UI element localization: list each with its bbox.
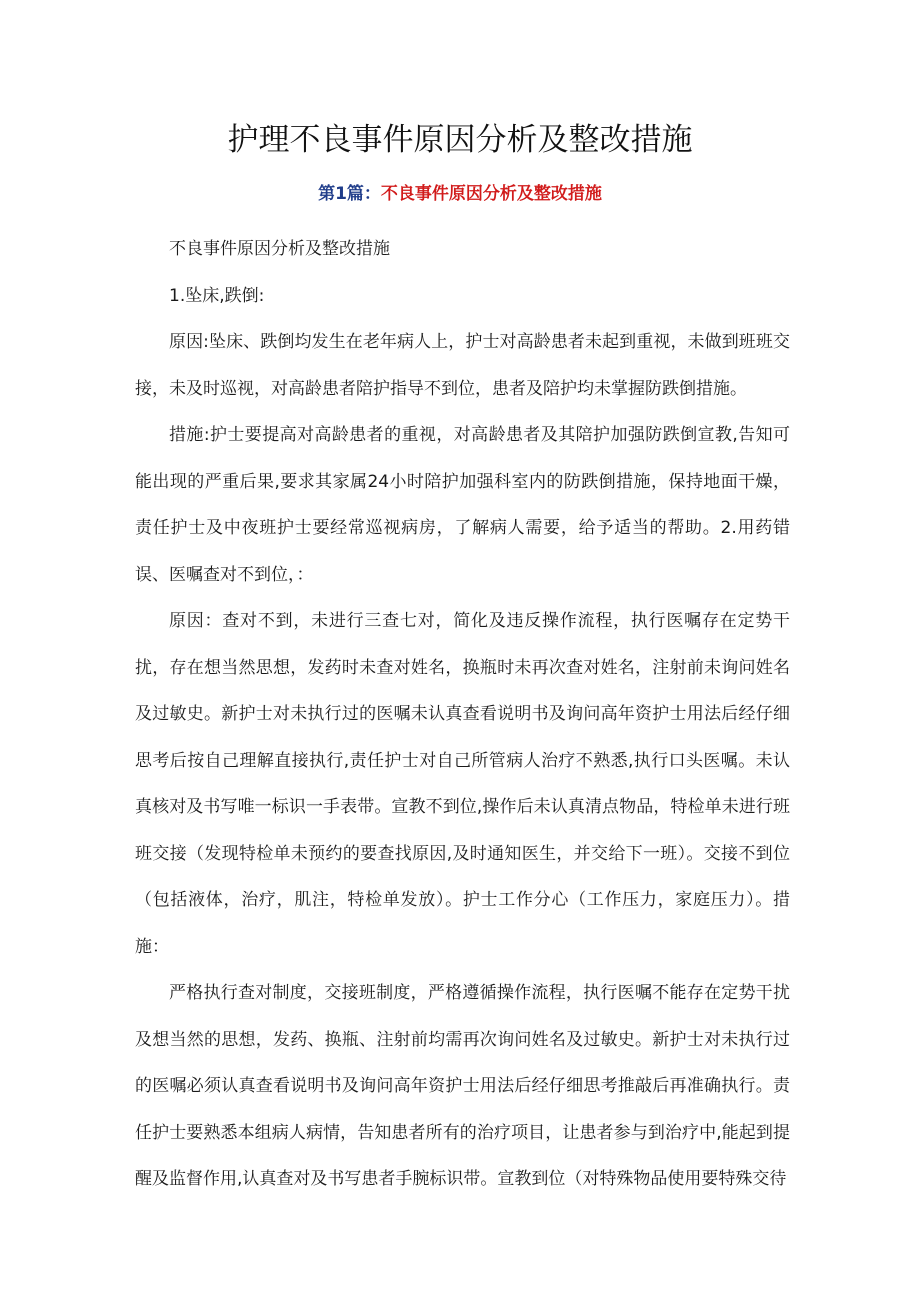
document-body [135, 226, 790, 1203]
section-number: 第1篇： [318, 184, 381, 204]
body-paragraph: 原因:坠床、跌倒均发生在老年病人上，护士对高龄患者未起到重视，未做到班班交接，未及时巡视，对高龄患者陪护指导不到位，患者及陪护均未掌握防跌倒措施。 [135, 332, 790, 399]
document-title: 护理不良事件原因分析及整改措施 [227, 122, 693, 158]
section-heading [0, 180, 920, 208]
section-title: 不良事件原因分析及整改措施 [380, 184, 602, 204]
body-paragraph: 严格执行查对制度，交接班制度，严格遵循操作流程，执行医嘱不能存在定势干扰及想当然的思想，发药、换瓶、注射前均需再次询问姓名及过敏史。新护士对未执行过的医嘱必须认真查看说明书及询问高年资护士用法后经仔细思考推敲后再准确执行。责任护士要熟悉本组病人病情，告知患者所有的治疗项目，让患者参与到治疗中,能起到提醒及监督作用,认真查对及书写患者手腕标识带。宣教到位（对特殊物品使用要特殊交待 [135, 983, 790, 1189]
body-paragraph: 不良事件原因分析及整改措施 [169, 239, 390, 259]
body-paragraph: 1.坠床,跌倒: [169, 285, 265, 306]
body-paragraph: 措施:护士要提高对高龄患者的重视，对高龄患者及其陪护加强防跌倒宣教,告知可能出现的严重后果,要求其家属24小时陪护加强科室内的防跌倒措施，保持地面干燥，责任护士及中夜班护士要经常巡视病房，了解病人需要，给予适当的帮助。2.用药错误、医嘱查对不到位，： [135, 425, 790, 585]
body-paragraph: 原因：查对不到，未进行三查七对，简化及违反操作流程，执行医嘱存在定势干扰，存在想当然思想，发药时未查对姓名，换瓶时未再次查对姓名，注射前未询问姓名及过敏史。新护士对未执行过的医嘱未认真查看说明书及询问高年资护士用法后经仔细思考后按自己理解直接执行,责任护士对自己所管病人治疗不熟悉,执行口头医嘱。未认真核对及书写唯一标识一手表带。宣教不到位,操作后未认真清点物品，特检单未进行班班交接（发现特检单未预约的要查找原因,及时通知医生，并交给下一班）。交接不到位（包括液体，治疗，肌注，特检单发放）。护士工作分心（工作压力，家庭压力）。措施： [135, 611, 790, 957]
